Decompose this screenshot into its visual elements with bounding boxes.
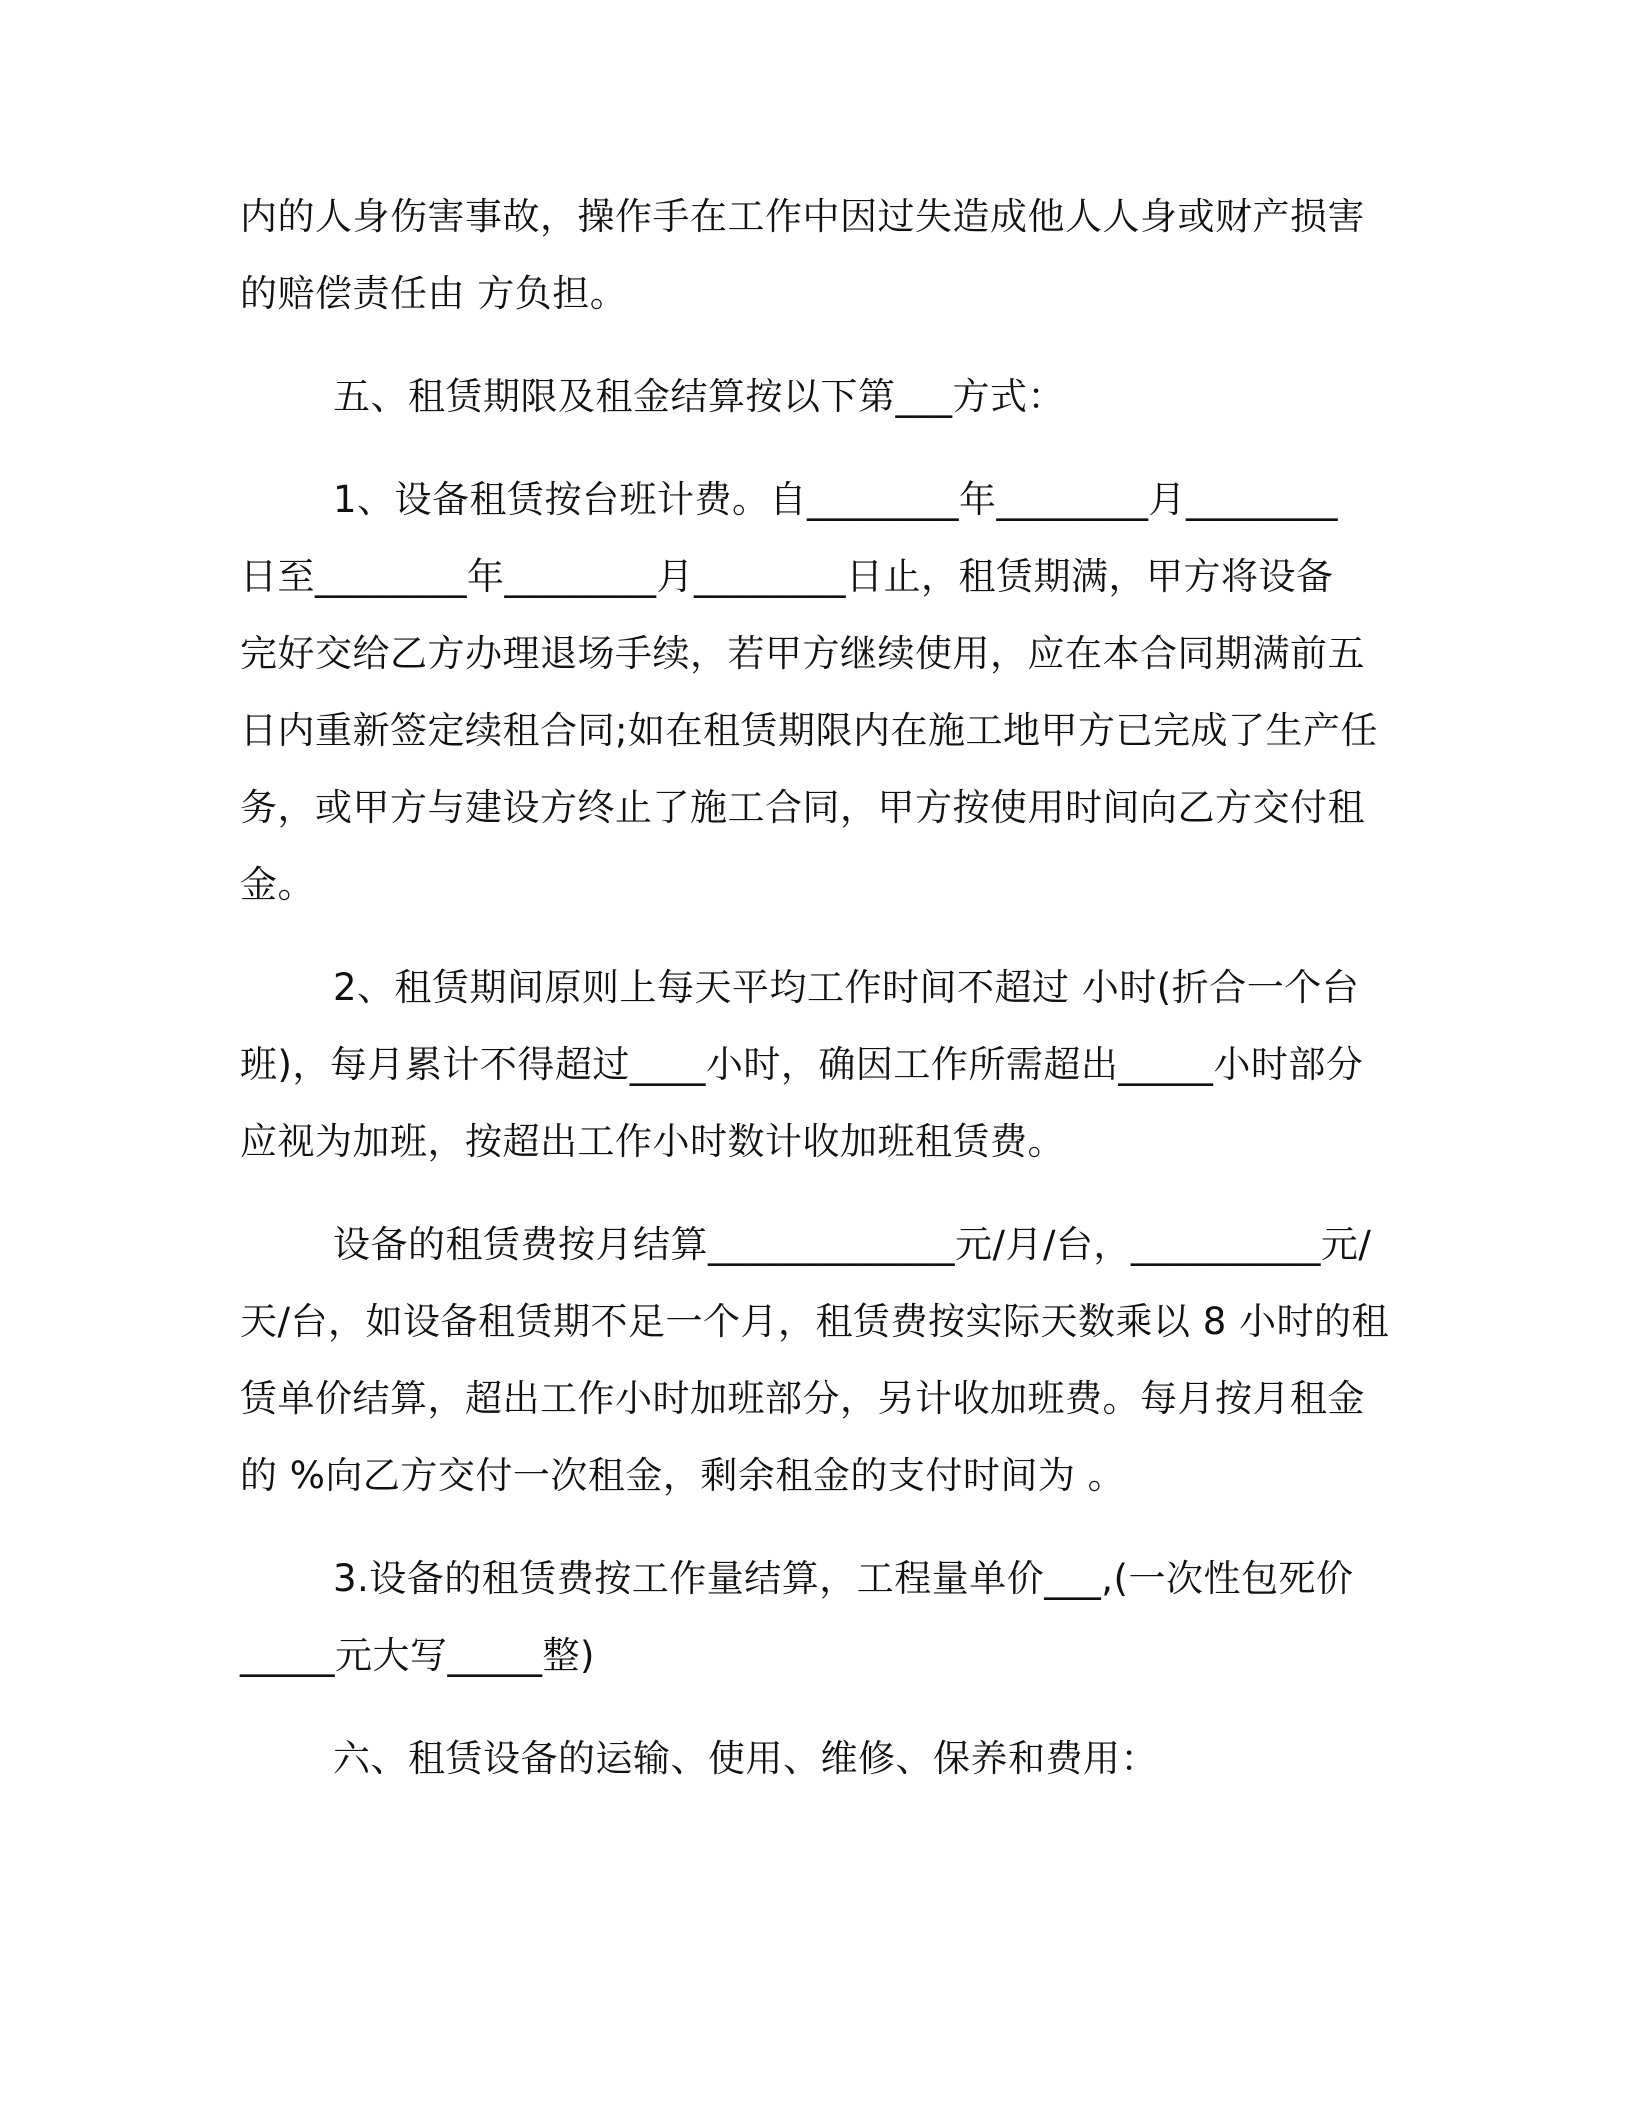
text-line: 内的人身伤害事故，操作手在工作中因过失造成他人人身或财产损害 [240,195,1365,238]
section-heading: 五、租赁期限及租金结算按以下第___方式： [333,375,1065,418]
section-heading: 六、租赁设备的运输、使用、维修、保养和费用： [333,1737,1158,1780]
text-line: 务，或甲方与建设方终止了施工合同，甲方按使用时间向乙方交付租 [240,786,1365,829]
text-line: 应视为加班，按超出工作小时数计收加班租赁费。 [240,1120,1065,1163]
text-line: 天/台，如设备租赁期不足一个月，租赁费按实际天数乘以 8 小时的租 [240,1300,1390,1343]
text-line: _____元大写_____整) [240,1634,595,1677]
text-line: 的赔偿责任由 方负担。 [240,272,628,315]
text-line: 设备的租赁费按月结算_____________元/月/台，__________元/ [333,1223,1372,1266]
text-line: 日至________年________月________日止，租赁期满，甲方将设备 [240,555,1334,598]
text-line: 班)，每月累计不得超过____小时，确因工作所需超出_____小时部分 [240,1043,1364,1086]
text-line: 金。 [240,863,315,906]
text-line: 1、设备租赁按台班计费。自________年________月________ [333,478,1339,521]
text-line: 赁单价结算，超出工作小时加班部分，另计收加班费。每月按月租金 [240,1377,1365,1420]
text-line: 日内重新签定续租合同;如在租赁期限内在施工地甲方已完成了生产任 [240,709,1378,752]
text-line: 完好交给乙方办理退场手续，若甲方继续使用，应在本合同期满前五 [240,632,1365,675]
text-line: 的 %向乙方交付一次租金，剩余租金的支付时间为 。 [240,1454,1126,1497]
text-line: 3.设备的租赁费按工作量结算，工程量单价___,(一次性包死价 [333,1557,1354,1600]
text-line: 2、租赁期间原则上每天平均工作时间不超过 小时(折合一个台 [333,966,1360,1009]
